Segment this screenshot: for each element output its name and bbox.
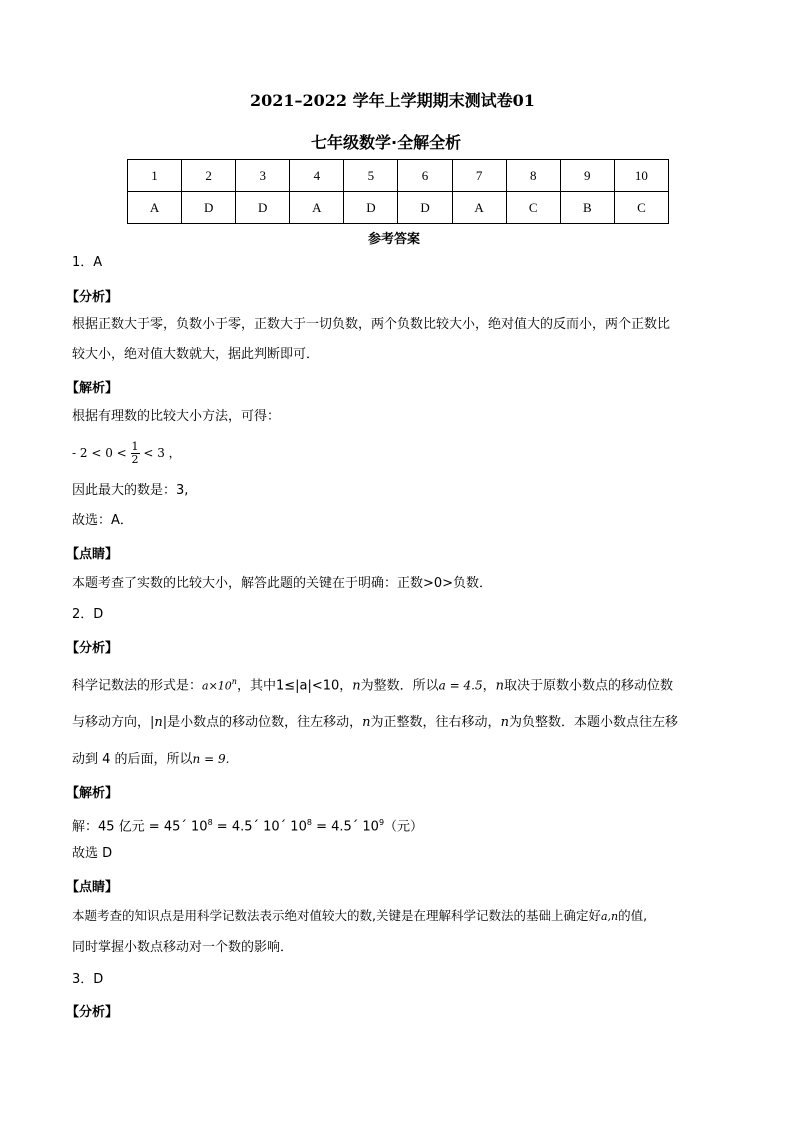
text: 与移动方向， (72, 715, 151, 730)
table-cell: A (128, 192, 182, 224)
q2-analysis-line (72, 750, 229, 769)
q2-analysis-line (72, 714, 678, 732)
text: 的值, (618, 908, 648, 923)
q1-solution-line: 因此最大的数是：3, (72, 483, 189, 498)
text: 动到 4 的后面，所以 (72, 752, 193, 767)
q1-solution-label: 【解析】 (66, 381, 119, 396)
q1-comment-label: 【点睛】 (66, 547, 119, 562)
q2-solution-label: 【解析】 (66, 786, 119, 801)
text: 为负整数．本题小数点往左移 (508, 715, 678, 730)
q1-analysis-line: 根据正数大于零，负数小于零，正数大于一切负数，两个负数比较大小，绝对值大的反而小，两个正数比 (72, 317, 671, 332)
reference-answer-label: 参考答案 (368, 232, 421, 247)
text: 科学记数法的形式是： (72, 678, 203, 694)
q2-solution-line: 故选 D (72, 846, 113, 861)
table-cell: 4 (290, 160, 344, 192)
text: 为整数．所以 (360, 678, 439, 694)
q1-comment-line: 本题考查了实数的比较大小，解答此题的关键在于明确：正数>0>负数． (72, 576, 493, 591)
text: 本题考查的知识点是用科学记数法表示绝对值较大的数,关键是在理解科学记数法的基础上确定好 (72, 908, 601, 923)
q1-heading: 1．A (72, 255, 103, 270)
page-subtitle: 七年级数学·全解全析 (311, 133, 462, 152)
math-expr: a,n (600, 910, 619, 923)
text: ，其中1≤|a|<10， (236, 678, 353, 694)
math-var: n (352, 678, 361, 694)
text: = 4.5´ 10 (311, 819, 379, 835)
table-cell: D (344, 192, 398, 224)
text: （元） (384, 819, 424, 835)
math-sup: 8 (207, 818, 213, 827)
q1-solution-line: 根据有理数的比较大小方法，可得： (72, 409, 281, 424)
fraction-one-half (131, 441, 140, 466)
q2-heading: 2．D (72, 607, 104, 622)
math-expr: a×10 (202, 679, 232, 693)
math-var: n (500, 715, 509, 730)
q2-comment-line: 同时掌握小数点移动对一个数的影响． (72, 940, 294, 955)
answer-table (127, 159, 669, 224)
text: ， (482, 678, 496, 694)
q3-analysis-label: 【分析】 (66, 1005, 119, 1020)
inequality-left: - 2 < 0 < (72, 446, 127, 460)
text: = 4.5´ 10´ 10 (212, 819, 307, 835)
table-cell: 2 (182, 160, 236, 192)
q1-analysis-line: 较大小，绝对值大数就大，据此判断即可． (72, 347, 320, 362)
table-cell: 9 (560, 160, 614, 192)
table-cell: D (398, 192, 452, 224)
q2-comment-label: 【点睛】 (66, 880, 119, 895)
text: 取决于原数小数点的移动位数 (503, 678, 673, 694)
table-cell: C (506, 192, 560, 224)
math-expr: a = 4.5 (438, 678, 483, 693)
table-cell: B (560, 192, 614, 224)
q1-inequality (72, 439, 181, 467)
table-cell: 3 (236, 160, 290, 192)
text: 是小数点的移动位数，往左移动， (167, 715, 363, 730)
table-cell: D (236, 192, 290, 224)
text: 为正整数，往右移动， (370, 715, 501, 730)
math-var: n (362, 715, 371, 730)
page-title: 2021–2022 学年上学期期末测试卷01 (250, 91, 535, 110)
math-expr: n = 9. (192, 752, 230, 766)
math-sup: 9 (378, 818, 385, 827)
table-cell: 5 (344, 160, 398, 192)
math-sup: 8 (306, 818, 312, 827)
math-sup: n (231, 677, 237, 686)
q2-analysis-line (72, 673, 673, 695)
math-expr: |n| (150, 715, 168, 730)
q2-comment-line (72, 907, 647, 926)
q1-analysis-label: 【分析】 (66, 290, 119, 305)
fraction-denominator: 2 (131, 453, 139, 466)
table-cell: A (290, 192, 344, 224)
answer-table-answer-row (128, 192, 669, 224)
q3-heading: 3．D (72, 972, 104, 987)
table-cell: D (182, 192, 236, 224)
table-cell: 6 (398, 160, 452, 192)
answer-table-number-row (128, 160, 669, 192)
math-var: n (495, 678, 504, 694)
text: 解：45 亿元 = 45´ 10 (72, 819, 208, 835)
table-cell: 1 (128, 160, 182, 192)
fraction-numerator: 1 (131, 440, 139, 453)
table-cell: A (452, 192, 506, 224)
table-cell: 10 (614, 160, 668, 192)
table-cell: 7 (452, 160, 506, 192)
table-cell: C (614, 192, 668, 224)
q1-solution-line: 故选：A． (72, 513, 133, 528)
q2-analysis-label: 【分析】 (66, 641, 119, 656)
inequality-right: < 3 ， (143, 446, 181, 460)
q2-solution-line (72, 814, 423, 836)
table-cell: 8 (506, 160, 560, 192)
